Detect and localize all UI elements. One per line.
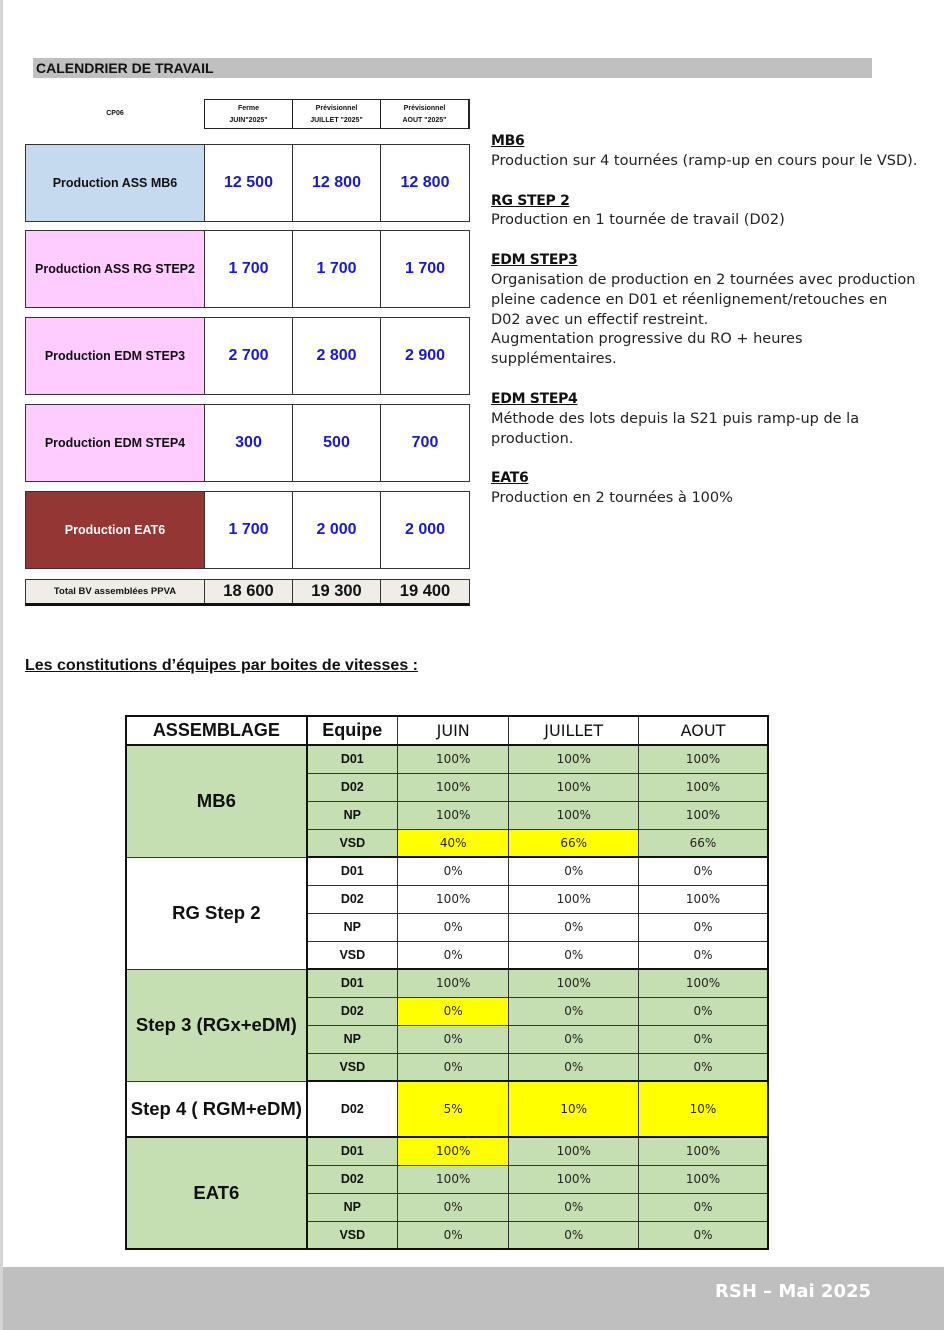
equipe-cell: D01: [307, 969, 398, 997]
percentage-cell: 0%: [639, 1053, 769, 1081]
calendar-row-value: 700: [411, 434, 439, 451]
calendar-col-head-august: [380, 99, 470, 129]
assemblage-group-label: EAT6: [126, 1137, 307, 1249]
production-notes: [491, 132, 921, 529]
percentage-cell: 0%: [397, 1221, 509, 1249]
team-table-row: [126, 745, 768, 773]
header-assemblage: ASSEMBLAGE: [126, 716, 307, 745]
equipe-cell: VSD: [307, 1053, 398, 1081]
percentage-cell: 100%: [639, 1137, 769, 1165]
percentage-cell: 0%: [397, 941, 509, 969]
percentage-cell: 0%: [509, 913, 639, 941]
percentage-cell: 100%: [639, 745, 769, 773]
note-text: Augmentation progressive du RO + heures supplémentaires.: [491, 331, 803, 368]
equipe-cell: D02: [307, 997, 398, 1025]
percentage-cell: 100%: [639, 885, 769, 913]
percentage-cell: 0%: [639, 1221, 769, 1249]
header-juillet: JUILLET: [509, 716, 639, 745]
percentage-cell: 100%: [509, 885, 639, 913]
note-title: EAT6: [491, 470, 529, 487]
note-block: [491, 469, 921, 509]
percentage-cell: 0%: [639, 997, 769, 1025]
calendar-row: [25, 144, 470, 222]
section-heading: Les constitutions d’équipes par boites de vitesses :: [25, 657, 418, 674]
percentage-cell: 0%: [397, 857, 509, 885]
percentage-cell: 0%: [509, 941, 639, 969]
col-period: AOUT "2025": [402, 116, 447, 124]
col-period: JUIN"2025": [229, 116, 268, 124]
calendar-row-value: 2 700: [205, 318, 293, 394]
calendar-row: [25, 230, 470, 308]
equipe-cell: NP: [307, 801, 398, 829]
calendar-row-label: Production ASS RG STEP2: [26, 231, 205, 307]
percentage-cell: 100%: [639, 1165, 769, 1193]
equipe-cell: D02: [307, 773, 398, 801]
percentage-cell: 100%: [509, 1137, 639, 1165]
percentage-cell: 0%: [397, 1193, 509, 1221]
note-block: [491, 132, 921, 172]
percentage-cell: 100%: [639, 773, 769, 801]
equipe-cell: VSD: [307, 1221, 398, 1249]
assemblage-group-label: MB6: [126, 745, 307, 857]
calendar-row-value: 12 500: [205, 145, 293, 221]
assemblage-group-label: Step 4 ( RGM+eDM): [126, 1081, 307, 1137]
col-status: Prévisionnel: [315, 104, 358, 112]
percentage-cell: 0%: [509, 1193, 639, 1221]
header-juin: JUIN: [397, 716, 509, 745]
calendar-row-value: 1 700: [205, 492, 293, 568]
calendar-row-value: 12 800: [400, 174, 450, 191]
footer-text: RSH – Mai 2025: [715, 1281, 872, 1302]
percentage-cell: 0%: [639, 1025, 769, 1053]
note-text: Production en 1 tournée de travail (D02): [491, 212, 785, 229]
percentage-cell: 100%: [397, 773, 509, 801]
equipe-cell: D01: [307, 857, 398, 885]
note-title: EDM STEP3: [491, 252, 578, 269]
percentage-cell: 10%: [509, 1081, 639, 1137]
col-status: Ferme: [237, 104, 259, 112]
percentage-cell: 100%: [509, 801, 639, 829]
percentage-cell: 100%: [509, 745, 639, 773]
calendar-row-value: 2 000: [404, 521, 446, 538]
calendar-row-value: 2 800: [293, 318, 381, 394]
calendar-row-value: 1 700: [404, 260, 446, 277]
percentage-cell: 66%: [639, 829, 769, 857]
equipe-cell: NP: [307, 1193, 398, 1221]
total-label: Total BV assemblées PPVA: [26, 580, 205, 603]
percentage-cell: 0%: [397, 997, 509, 1025]
header-aout: AOUT: [639, 716, 769, 745]
assemblage-group-label: RG Step 2: [126, 857, 307, 969]
team-table-header: [126, 716, 768, 745]
equipe-cell: D02: [307, 1165, 398, 1193]
percentage-cell: 66%: [509, 829, 639, 857]
note-text: Production sur 4 tournées (ramp-up en cours pour le VSD).: [491, 152, 918, 169]
equipe-cell: NP: [307, 1025, 398, 1053]
percentage-cell: 0%: [397, 1025, 509, 1053]
percentage-cell: 0%: [509, 1025, 639, 1053]
percentage-cell: 100%: [397, 885, 509, 913]
percentage-cell: 0%: [509, 857, 639, 885]
calendar-row-value: 1 700: [293, 231, 381, 307]
total-value-august: 19 400: [399, 582, 451, 600]
percentage-cell: 10%: [639, 1081, 769, 1137]
calendar-row: [25, 404, 470, 482]
page-title: CALENDRIER DE TRAVAIL: [33, 58, 872, 78]
percentage-cell: 0%: [397, 1053, 509, 1081]
header-equipe: Equipe: [307, 716, 398, 745]
calendar-row-label: Production ASS MB6: [26, 145, 205, 221]
team-table-row: [126, 1137, 768, 1165]
calendar-total-row: [25, 579, 470, 606]
col-period: JUILLET "2025": [310, 116, 363, 124]
calendar-row-label: Production EDM STEP3: [26, 318, 205, 394]
team-table-row: [126, 1081, 768, 1137]
percentage-cell: 100%: [397, 801, 509, 829]
percentage-cell: 100%: [639, 801, 769, 829]
equipe-cell: D01: [307, 1137, 398, 1165]
page-footer: [3, 1267, 944, 1330]
calendar-row-value: 2 000: [293, 492, 381, 568]
note-block: [491, 251, 921, 370]
percentage-cell: 0%: [639, 857, 769, 885]
percentage-cell: 5%: [397, 1081, 509, 1137]
equipe-cell: VSD: [307, 829, 398, 857]
percentage-cell: 100%: [509, 1165, 639, 1193]
percentage-cell: 100%: [639, 969, 769, 997]
calendar-row-label: Production EDM STEP4: [26, 405, 205, 481]
team-table: [125, 715, 769, 1250]
total-value-june: 18 600: [205, 580, 293, 603]
note-text: Méthode des lots depuis la S21 puis ramp-up de la production.: [491, 410, 860, 447]
total-value-july: 19 300: [293, 580, 381, 603]
calendar-corner-label: CP06: [106, 110, 124, 117]
percentage-cell: 100%: [397, 1137, 509, 1165]
col-status: Prévisionnel: [403, 104, 446, 112]
note-block: [491, 192, 921, 232]
equipe-cell: D02: [307, 1081, 398, 1137]
percentage-cell: 0%: [397, 913, 509, 941]
calendar-row-value: 300: [205, 405, 293, 481]
percentage-cell: 100%: [509, 969, 639, 997]
calendar-row: [25, 491, 470, 569]
note-title: RG STEP 2: [491, 192, 570, 209]
note-title: EDM STEP4: [491, 390, 578, 407]
percentage-cell: 0%: [639, 913, 769, 941]
percentage-cell: 0%: [509, 997, 639, 1025]
calendar-row-value: 1 700: [205, 231, 293, 307]
note-text: Production en 2 tournées à 100%: [491, 490, 733, 507]
page-left-border: [0, 0, 3, 1330]
note-text: Organisation de production en 2 tournées avec production pleine cadence en D01 et réenlignement/retouches en D02 avec un effectif restreint.: [491, 271, 916, 328]
calendar-row-value: 12 800: [293, 145, 381, 221]
equipe-cell: NP: [307, 913, 398, 941]
equipe-cell: D02: [307, 885, 398, 913]
percentage-cell: 0%: [639, 941, 769, 969]
calendar-row: [25, 317, 470, 395]
team-table-row: [126, 969, 768, 997]
percentage-cell: 0%: [509, 1053, 639, 1081]
percentage-cell: 100%: [397, 1165, 509, 1193]
equipe-cell: D01: [307, 745, 398, 773]
note-block: [491, 390, 921, 449]
calendar-col-head-june: [204, 99, 293, 129]
calendar-col-head-july: [292, 99, 381, 129]
equipe-cell: VSD: [307, 941, 398, 969]
calendar-row-label: Production EAT6: [26, 492, 205, 568]
percentage-cell: 0%: [509, 1221, 639, 1249]
team-table-row: [126, 857, 768, 885]
percentage-cell: 0%: [639, 1193, 769, 1221]
percentage-cell: 40%: [397, 829, 509, 857]
note-title: MB6: [491, 133, 525, 149]
assemblage-group-label: Step 3 (RGx+eDM): [126, 969, 307, 1081]
percentage-cell: 100%: [397, 745, 509, 773]
percentage-cell: 100%: [509, 773, 639, 801]
calendar-row-value: 500: [293, 405, 381, 481]
percentage-cell: 100%: [397, 969, 509, 997]
calendar-row-value: 2 900: [404, 347, 446, 364]
